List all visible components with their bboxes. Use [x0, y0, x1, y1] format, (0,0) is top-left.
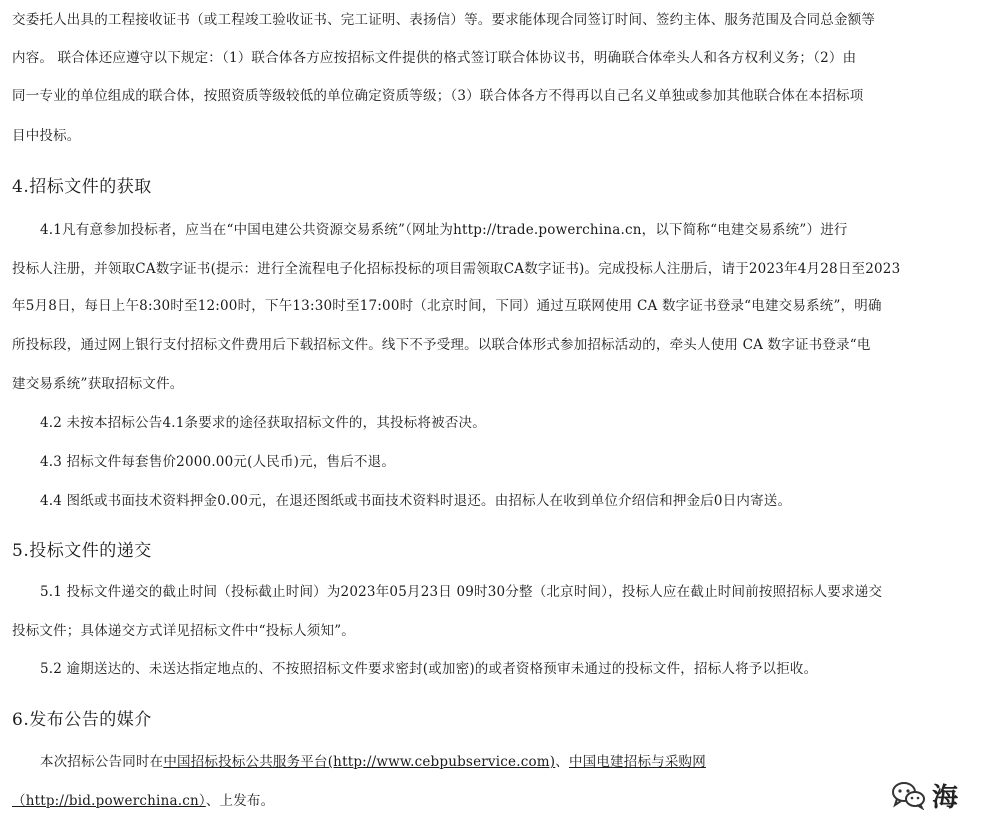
section-heading-6: 6.发布公告的媒介 [12, 710, 152, 730]
section-heading-4: 4.招标文件的获取 [12, 177, 152, 197]
paragraph-6-1-prefix: 本次招标公告同时在 [40, 754, 164, 770]
text-line: 同一专业的单位组成的联合体，按照资质等级较低的单位确定资质等级；（3）联合体各方不得再以自己名义单独或参加其他联合体在本招标项 [12, 88, 864, 104]
paragraph-4-1-line: 所投标段，通过网上银行支付招标文件费用后下载招标文件。线下不予受理。以联合体形式参加招标活动的，牵头人使用 CA 数字证书登录“电 [12, 337, 871, 353]
powerchina-bid-url-link[interactable]: （http://bid.powerchina.cn） [12, 793, 206, 809]
paragraph-4-1-line: 投标人注册，并领取CA数字证书(提示：进行全流程电子化招标投标的项目需领取CA数字证书)。完成投标人注册后，请于2023年4月28日至2023 [12, 261, 901, 277]
text-line: 交委托人出具的工程接收证书（或工程竣工验收证书、完工证明、表扬信）等。要求能体现合同签订时间、签约主体、服务范围及合同总金额等 [12, 12, 876, 28]
paragraph-4-1-line: 年5月8日，每日上午8:30时至12:00时，下午13:30时至17:00时（北京时间，下同）通过互联网使用 CA 数字证书登录“电建交易系统”，明确 [12, 298, 882, 314]
paragraph-4-1-line: 建交易系统”获取招标文件。 [12, 376, 184, 392]
paragraph-5-1-line: 投标文件；具体递交方式详见招标文件中“投标人须知”。 [12, 623, 356, 639]
paragraph-5-2: 5.2 逾期送达的、未送达指定地点的、不按照招标文件要求密封(或加密)的或者资格预审未通过的投标文件，招标人将予以拒收。 [40, 661, 818, 677]
paragraph-5-1-line: 5.1 投标文件递交的截止时间（投标截止时间）为2023年05月23日 09时30分整（北京时间），投标人应在截止时间前按照招标人要求递交 [40, 584, 883, 600]
paragraph-6-1-suffix: 、上发布。 [205, 793, 275, 809]
paragraph-6-1-line [12, 789, 274, 809]
text-line: 内容。 联合体还应遵守以下规定：（1）联合体各方应按招标文件提供的格式签订联合体协议书，明确联合体牵头人和各方权利义务；（2）由 [12, 50, 857, 66]
watermark-text: 海 [932, 782, 959, 813]
paragraph-4-4: 4.4 图纸或书面技术资料押金0.00元，在退还图纸或书面技术资料时退还。由招标人在收到单位介绍信和押金后0日内寄送。 [40, 493, 792, 509]
wechat-watermark [890, 770, 1000, 820]
separator-text: 、 [555, 754, 569, 770]
paragraph-4-3: 4.3 招标文件每套售价2000.00元(人民币)元，售后不退。 [40, 454, 396, 470]
text-line: 目中投标。 [12, 128, 81, 144]
paragraph-6-1-line [40, 750, 706, 770]
wechat-logo-icon [890, 780, 926, 810]
paragraph-4-1-line: 4.1凡有意参加投标者，应当在“中国电建公共资源交易系统”（网址为http://trade.powerchina.cn，以下简称“电建交易系统”）进行 [40, 222, 848, 238]
powerchina-bid-link[interactable]: 中国电建招标与采购网 [568, 754, 706, 770]
section-heading-5: 5.投标文件的递交 [12, 541, 152, 561]
cebpubservice-link[interactable]: 中国招标投标公共服务平台(http://www.cebpubservice.com) [163, 754, 556, 770]
paragraph-4-2: 4.2 未按本招标公告4.1条要求的途径获取招标文件的，其投标将被否决。 [40, 415, 486, 431]
